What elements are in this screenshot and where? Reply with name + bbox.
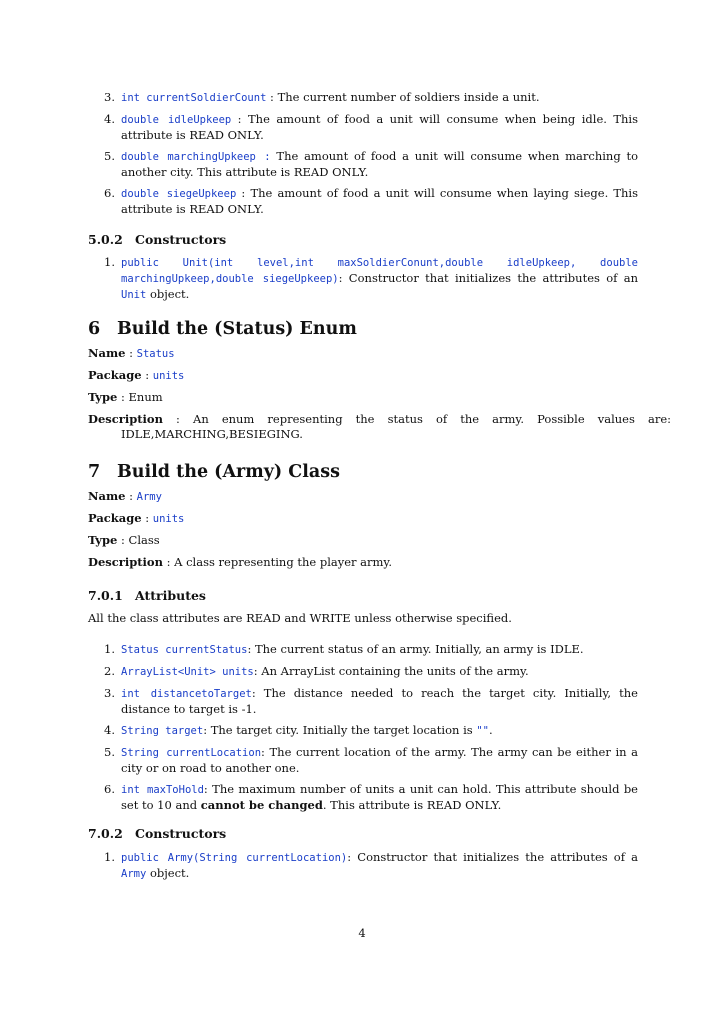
section-7-heading: 7 Build the (Army) Class [88,462,340,482]
list-item: 2. ArrayList<Unit> units: An ArrayList containing the units of the army. [104,664,529,678]
list-item: 3. int distancetoTarget: The distance needed to reach the target city. Initially, the distance to target is -1. [104,686,638,716]
list-item: 5. String currentLocation: The current location of the army. The army can be either in a city or on road to another one. [104,745,638,775]
army-type-field: Type : Class [88,533,160,547]
list-item: 3. int currentSoldierCount : The current number of soldiers inside a unit. [104,90,540,104]
status-name-field: Name : Status [88,346,175,360]
army-attributes-intro: All the class attributes are READ and WRITE unless otherwise specified. [88,611,512,625]
list-item: 1. Status currentStatus: The current status of an army. Initially, an army is IDLE. [104,642,584,656]
army-attributes-heading: 7.0.1 Attributes [88,588,206,603]
unit-attributes-list [88,90,638,217]
army-package-field: Package : units [88,511,185,525]
list-item: 1. public Unit(int level,int maxSoldierConunt,double idleUpkeep, double marchingUpkeep,double siegeUpkeep): Constructor that initializes the attributes of an Unit object. [104,255,638,301]
status-package-field: Package : units [88,368,185,382]
army-attributes-list [88,642,638,813]
list-item: 6. double siegeUpkeep : The amount of food a unit will consume when laying siege. This attribute is READ ONLY. [104,186,639,216]
army-constructors-heading: 7.0.2 Constructors [88,826,227,841]
section-6-heading: 6 Build the (Status) Enum [88,319,357,339]
list-item: 4. double idleUpkeep : The amount of food a unit will consume when being idle. This attribute is READ ONLY. [104,112,638,142]
army-description-field: Description : A class representing the player army. [88,555,393,569]
list-item: 5. double marchingUpkeep : The amount of food a unit will consume when marching to another city. This attribute is READ ONLY. [104,149,638,179]
army-name-field: Name : Army [88,489,162,503]
list-item: 6. int maxToHold: The maximum number of units a unit can hold. This attribute should be set to 10 and cannot be changed. This attribute is READ ONLY. [104,782,638,812]
army-constructors-list [88,850,638,882]
unit-constructors-heading: 5.0.2 Constructors [88,232,227,247]
unit-constructors-list [88,255,638,303]
page-number: 4 [358,926,366,940]
list-item: 4. String target: The target city. Initially the target location is "". [104,723,493,737]
list-item: 1. public Army(String currentLocation): Constructor that initializes the attributes of a Army object. [104,850,638,880]
status-description-field: Description : An enum representing the status of the army. Possible values are: IDLE,MARCHING,BESIEGING. [88,412,672,441]
status-type-field: Type : Enum [88,390,163,404]
